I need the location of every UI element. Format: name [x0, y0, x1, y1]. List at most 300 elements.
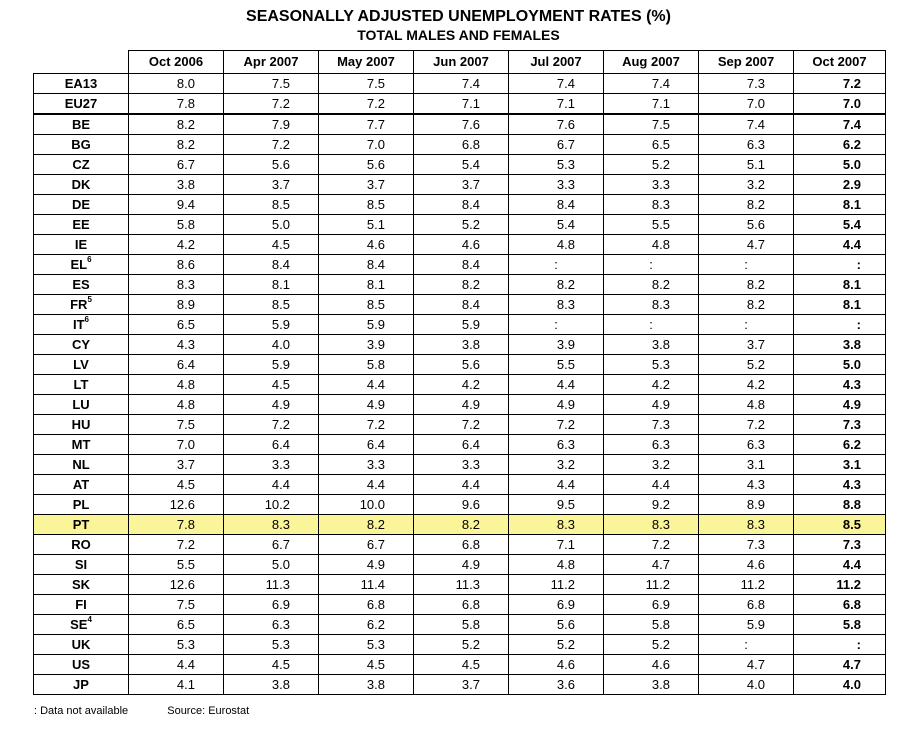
rate-cell: : — [699, 635, 794, 655]
table-body — [34, 74, 886, 695]
rate-cell: 8.9 — [699, 495, 794, 515]
country-code — [34, 415, 129, 435]
rate-cell: 8.1 — [224, 275, 319, 295]
rate-cell: 11.4 — [319, 575, 414, 595]
table-row — [34, 215, 886, 235]
rate-cell: 7.4 — [699, 114, 794, 135]
rate-cell: 8.1 — [319, 275, 414, 295]
rate-cell: 5.4 — [414, 155, 509, 175]
rate-cell: 6.3 — [604, 435, 699, 455]
rate-cell: 4.5 — [224, 655, 319, 675]
rate-cell: 5.8 — [129, 215, 224, 235]
country-code — [34, 215, 129, 235]
rate-cell: 8.4 — [224, 255, 319, 275]
table-row — [34, 355, 886, 375]
rate-cell: 4.7 — [699, 235, 794, 255]
rate-cell: 4.5 — [224, 375, 319, 395]
country-label: AT — [72, 476, 90, 492]
rate-cell: 6.8 — [794, 595, 886, 615]
table-title: SEASONALLY ADJUSTED UNEMPLOYMENT RATES (%) — [246, 8, 671, 25]
rate-cell: 4.8 — [129, 395, 224, 415]
footnote-marker: 6 — [84, 315, 89, 325]
rate-cell: 8.3 — [509, 515, 604, 535]
rate-cell: 5.0 — [224, 555, 319, 575]
country-code — [34, 155, 129, 175]
country-code — [34, 255, 129, 275]
country-label: JP — [73, 676, 89, 692]
column-header: Jul 2007 — [509, 51, 604, 74]
rate-cell: 4.3 — [794, 375, 886, 395]
rate-cell: 5.6 — [319, 155, 414, 175]
table-row — [34, 575, 886, 595]
rate-cell: 4.8 — [604, 235, 699, 255]
rate-cell: 5.2 — [509, 635, 604, 655]
country-label: SE — [70, 616, 88, 632]
rate-cell: 8.5 — [319, 295, 414, 315]
column-header: Aug 2007 — [604, 51, 699, 74]
rate-cell: 7.3 — [794, 535, 886, 555]
rate-cell: 4.9 — [414, 555, 509, 575]
rate-cell: 3.2 — [699, 175, 794, 195]
country-label: BE — [71, 116, 91, 132]
country-label: SI — [74, 556, 88, 572]
rate-cell: 5.6 — [509, 615, 604, 635]
rate-cell: 7.4 — [509, 74, 604, 94]
rate-cell: 8.5 — [319, 195, 414, 215]
country-code — [34, 615, 129, 635]
rate-cell: 4.3 — [129, 335, 224, 355]
rate-cell: 6.7 — [224, 535, 319, 555]
rate-cell: 3.1 — [699, 455, 794, 475]
country-label: PT — [72, 516, 90, 532]
rate-cell: 6.8 — [414, 595, 509, 615]
rate-cell: 8.3 — [604, 295, 699, 315]
rate-cell: 7.2 — [509, 415, 604, 435]
table-row — [34, 615, 886, 635]
rate-cell: 4.4 — [604, 475, 699, 495]
country-label: DK — [71, 176, 91, 192]
rate-cell: 7.1 — [509, 94, 604, 115]
rate-cell: 7.5 — [129, 595, 224, 615]
rate-cell: 8.3 — [224, 515, 319, 535]
rate-cell: 8.2 — [414, 515, 509, 535]
rate-cell: 5.8 — [414, 615, 509, 635]
table-row — [34, 114, 886, 135]
rate-cell: 4.4 — [509, 475, 604, 495]
rate-cell: 4.5 — [224, 235, 319, 255]
rate-cell: 6.3 — [699, 435, 794, 455]
rate-cell: 6.9 — [604, 595, 699, 615]
country-label: PL — [72, 496, 90, 512]
rate-cell: 3.7 — [129, 455, 224, 475]
table-row — [34, 135, 886, 155]
rate-cell: 5.4 — [509, 215, 604, 235]
rate-cell: 4.8 — [509, 555, 604, 575]
rate-cell: 4.9 — [319, 395, 414, 415]
country-label: MT — [71, 436, 91, 452]
rate-cell: 4.4 — [509, 375, 604, 395]
rate-cell: 4.5 — [319, 655, 414, 675]
rate-cell: 11.2 — [509, 575, 604, 595]
rate-cell: 8.2 — [604, 275, 699, 295]
rate-cell: 12.6 — [129, 495, 224, 515]
country-code — [34, 455, 129, 475]
rate-cell: 6.4 — [319, 435, 414, 455]
rate-cell: 4.4 — [414, 475, 509, 495]
rate-cell: 3.3 — [224, 455, 319, 475]
rate-cell: 5.0 — [224, 215, 319, 235]
table-row — [34, 74, 886, 94]
rate-cell: 7.5 — [224, 74, 319, 94]
rate-cell: 8.2 — [699, 195, 794, 215]
rate-cell: 6.4 — [224, 435, 319, 455]
country-label: LT — [73, 376, 89, 392]
rate-cell: 7.8 — [129, 515, 224, 535]
rate-cell: 8.4 — [319, 255, 414, 275]
country-code — [34, 275, 129, 295]
rate-cell: 5.4 — [794, 215, 886, 235]
rate-cell: 7.2 — [319, 94, 414, 115]
rate-cell: 5.8 — [794, 615, 886, 635]
rate-cell: 6.2 — [794, 135, 886, 155]
table-row — [34, 375, 886, 395]
rate-cell: 5.2 — [604, 635, 699, 655]
footnote-marker: 6 — [87, 255, 92, 265]
rate-cell: 6.3 — [509, 435, 604, 455]
table-row — [34, 475, 886, 495]
rate-cell: 4.0 — [224, 335, 319, 355]
rate-cell: 4.9 — [319, 555, 414, 575]
country-label: EA13 — [64, 75, 98, 91]
rate-cell: 7.2 — [604, 535, 699, 555]
rate-cell: 5.8 — [319, 355, 414, 375]
rate-cell: 7.3 — [794, 415, 886, 435]
rate-cell: 8.8 — [794, 495, 886, 515]
rate-cell: 4.9 — [604, 395, 699, 415]
rate-cell: 8.2 — [699, 275, 794, 295]
table-row — [34, 335, 886, 355]
table-row — [34, 395, 886, 415]
rate-cell: 5.9 — [224, 355, 319, 375]
rate-cell: 4.4 — [129, 655, 224, 675]
rate-cell: : — [699, 315, 794, 335]
rate-cell: 8.2 — [509, 275, 604, 295]
rate-cell: 7.2 — [224, 94, 319, 115]
rate-cell: : — [794, 315, 886, 335]
rate-cell: 4.3 — [794, 475, 886, 495]
rate-cell: 7.5 — [319, 74, 414, 94]
rate-cell: 7.2 — [224, 135, 319, 155]
rate-cell: 3.6 — [509, 675, 604, 695]
rate-cell: 3.9 — [509, 335, 604, 355]
rate-cell: 8.5 — [224, 195, 319, 215]
rate-cell: 11.2 — [699, 575, 794, 595]
country-code — [34, 355, 129, 375]
country-code — [34, 135, 129, 155]
country-label: HU — [71, 416, 91, 432]
rate-cell: 8.1 — [794, 295, 886, 315]
rate-cell: 7.0 — [794, 94, 886, 115]
rate-cell: 4.5 — [414, 655, 509, 675]
rate-cell: 8.6 — [129, 255, 224, 275]
country-label: UK — [71, 636, 91, 652]
rate-cell: 3.7 — [414, 175, 509, 195]
rate-cell: 3.8 — [604, 335, 699, 355]
rate-cell: 7.2 — [319, 415, 414, 435]
rate-cell: 7.2 — [414, 415, 509, 435]
rate-cell: 3.3 — [509, 175, 604, 195]
rate-cell: 5.3 — [509, 155, 604, 175]
rate-cell: 4.6 — [319, 235, 414, 255]
rate-cell: 7.2 — [699, 415, 794, 435]
rate-cell: 4.4 — [794, 555, 886, 575]
rate-cell: 3.8 — [794, 335, 886, 355]
footnote-marker: 4 — [87, 615, 92, 625]
country-label: LU — [72, 396, 90, 412]
rate-cell: 7.3 — [699, 74, 794, 94]
rate-cell: 4.7 — [604, 555, 699, 575]
rate-cell: 7.6 — [509, 114, 604, 135]
rate-cell: 5.0 — [794, 355, 886, 375]
rate-cell: 4.8 — [129, 375, 224, 395]
table-row — [34, 655, 886, 675]
rate-cell: 7.4 — [414, 74, 509, 94]
rate-cell: 5.9 — [699, 615, 794, 635]
rate-cell: 7.2 — [224, 415, 319, 435]
rate-cell: 4.9 — [794, 395, 886, 415]
rate-cell: 6.8 — [414, 135, 509, 155]
rate-cell: 4.4 — [794, 235, 886, 255]
rate-cell: : — [794, 635, 886, 655]
country-label: EU27 — [64, 95, 98, 111]
header-row — [34, 51, 886, 74]
table-row — [34, 275, 886, 295]
rate-cell: 5.5 — [604, 215, 699, 235]
rate-cell: 8.3 — [129, 275, 224, 295]
rate-cell: 4.6 — [604, 655, 699, 675]
table-row — [34, 595, 886, 615]
table-row — [34, 155, 886, 175]
rate-cell: 3.8 — [604, 675, 699, 695]
rate-cell: 8.1 — [794, 275, 886, 295]
rate-cell: 4.7 — [699, 655, 794, 675]
rate-cell: 6.8 — [319, 595, 414, 615]
country-label: ES — [72, 276, 90, 292]
country-code — [34, 235, 129, 255]
table-row — [34, 435, 886, 455]
rate-cell: 3.8 — [129, 175, 224, 195]
country-label: FI — [75, 596, 87, 612]
rate-cell: 8.2 — [129, 114, 224, 135]
rate-cell: 9.2 — [604, 495, 699, 515]
table-row — [34, 535, 886, 555]
rate-cell: 3.8 — [319, 675, 414, 695]
rate-cell: 4.9 — [224, 395, 319, 415]
country-code — [34, 375, 129, 395]
rate-cell: 5.2 — [414, 215, 509, 235]
rate-cell: 4.4 — [319, 475, 414, 495]
rate-cell: 8.0 — [129, 74, 224, 94]
column-header: Sep 2007 — [699, 51, 794, 74]
rate-cell: 5.2 — [604, 155, 699, 175]
rate-cell: 3.3 — [319, 455, 414, 475]
rate-cell: 6.7 — [319, 535, 414, 555]
rate-cell: 11.3 — [224, 575, 319, 595]
rate-cell: 5.2 — [414, 635, 509, 655]
rate-cell: 8.2 — [319, 515, 414, 535]
rate-cell: 7.4 — [604, 74, 699, 94]
rate-cell: 4.8 — [509, 235, 604, 255]
rate-cell: 7.1 — [414, 94, 509, 115]
footer — [34, 705, 285, 717]
rate-cell: 4.2 — [604, 375, 699, 395]
country-code — [34, 655, 129, 675]
rate-cell: 7.7 — [319, 114, 414, 135]
rate-cell: 4.2 — [129, 235, 224, 255]
rate-cell: 8.3 — [604, 195, 699, 215]
rate-cell: 5.6 — [699, 215, 794, 235]
rate-cell: 5.9 — [224, 315, 319, 335]
rate-cell: 4.6 — [509, 655, 604, 675]
rate-cell: 6.5 — [129, 615, 224, 635]
rate-cell: 2.9 — [794, 175, 886, 195]
column-header: May 2007 — [319, 51, 414, 74]
rate-cell: 8.1 — [794, 195, 886, 215]
rate-cell: 4.7 — [794, 655, 886, 675]
country-code — [34, 295, 129, 315]
rate-cell: 8.9 — [129, 295, 224, 315]
country-label: LV — [73, 356, 89, 372]
country-code — [34, 535, 129, 555]
table-row — [34, 94, 886, 115]
rate-cell: 4.9 — [509, 395, 604, 415]
rate-cell: 8.2 — [129, 135, 224, 155]
rate-cell: 9.6 — [414, 495, 509, 515]
rate-cell: 3.8 — [414, 335, 509, 355]
rate-cell: 4.4 — [224, 475, 319, 495]
rate-cell: 6.9 — [224, 595, 319, 615]
rate-cell: 11.2 — [794, 575, 886, 595]
rate-cell: 10.0 — [319, 495, 414, 515]
table-subtitle: TOTAL MALES AND FEMALES — [357, 27, 560, 43]
rate-cell: 5.5 — [129, 555, 224, 575]
country-code — [34, 515, 129, 535]
rate-cell: 8.4 — [414, 195, 509, 215]
column-header: Apr 2007 — [224, 51, 319, 74]
rate-cell: : — [509, 315, 604, 335]
rate-cell: 5.5 — [509, 355, 604, 375]
rate-cell: 7.3 — [604, 415, 699, 435]
rate-cell: 3.3 — [604, 175, 699, 195]
source-note: Source: Eurostat — [167, 705, 250, 717]
country-label: CZ — [72, 156, 90, 172]
rate-cell: 6.3 — [699, 135, 794, 155]
rate-cell: 5.1 — [319, 215, 414, 235]
country-code — [34, 555, 129, 575]
rate-cell: 8.3 — [699, 515, 794, 535]
table-row — [34, 495, 886, 515]
country-label: DE — [71, 196, 91, 212]
footnote-marker: 5 — [87, 295, 92, 305]
rate-cell: 4.2 — [699, 375, 794, 395]
rate-cell: 3.7 — [319, 175, 414, 195]
table-row — [34, 555, 886, 575]
column-header: Oct 2007 — [794, 51, 886, 74]
rate-cell: 7.3 — [699, 535, 794, 555]
rate-cell: 5.9 — [319, 315, 414, 335]
country-label: SK — [71, 576, 91, 592]
rate-cell: 5.3 — [129, 635, 224, 655]
rate-cell: 5.3 — [319, 635, 414, 655]
rate-cell: : — [604, 255, 699, 275]
country-code — [34, 395, 129, 415]
rate-cell: 5.6 — [414, 355, 509, 375]
rate-cell: 7.9 — [224, 114, 319, 135]
rate-cell: 4.9 — [414, 395, 509, 415]
corner-cell — [34, 51, 129, 74]
country-code — [34, 94, 129, 115]
country-code — [34, 495, 129, 515]
country-code — [34, 595, 129, 615]
rate-cell: 6.7 — [129, 155, 224, 175]
rate-cell: 8.5 — [224, 295, 319, 315]
rate-cell: 8.2 — [699, 295, 794, 315]
rate-cell: 3.3 — [414, 455, 509, 475]
country-label: IE — [74, 236, 88, 252]
rate-cell: 3.2 — [604, 455, 699, 475]
rate-cell: 8.5 — [794, 515, 886, 535]
rate-cell: : — [794, 255, 886, 275]
rate-cell: 11.3 — [414, 575, 509, 595]
table-row — [34, 635, 886, 655]
rate-cell: 7.2 — [129, 535, 224, 555]
rate-cell: 5.8 — [604, 615, 699, 635]
rate-cell: 8.4 — [414, 295, 509, 315]
column-header: Jun 2007 — [414, 51, 509, 74]
rate-cell: 7.5 — [604, 114, 699, 135]
table-row — [34, 675, 886, 695]
country-label: RO — [71, 536, 91, 552]
rate-cell: 8.2 — [414, 275, 509, 295]
rate-cell: 7.4 — [794, 114, 886, 135]
rate-cell: 3.9 — [319, 335, 414, 355]
country-code — [34, 675, 129, 695]
rate-cell: 6.4 — [129, 355, 224, 375]
rate-cell: 3.7 — [699, 335, 794, 355]
table-row — [34, 295, 886, 315]
country-label: BG — [71, 136, 91, 152]
rate-cell: : — [604, 315, 699, 335]
rate-cell: 7.2 — [794, 74, 886, 94]
rate-cell: 3.2 — [509, 455, 604, 475]
rate-cell: 5.3 — [604, 355, 699, 375]
table-row — [34, 175, 886, 195]
country-label: FR — [70, 296, 88, 312]
rate-cell: 5.1 — [699, 155, 794, 175]
rate-cell: 7.0 — [129, 435, 224, 455]
rate-cell: : — [509, 255, 604, 275]
country-label: IT — [72, 316, 85, 332]
table-row — [34, 415, 886, 435]
rate-cell: 7.8 — [129, 94, 224, 115]
rate-cell: 3.1 — [794, 455, 886, 475]
rate-cell: 7.1 — [509, 535, 604, 555]
country-label: EE — [72, 216, 90, 232]
rate-cell: 6.4 — [414, 435, 509, 455]
rate-cell: 4.1 — [129, 675, 224, 695]
country-code — [34, 475, 129, 495]
country-code — [34, 114, 129, 135]
